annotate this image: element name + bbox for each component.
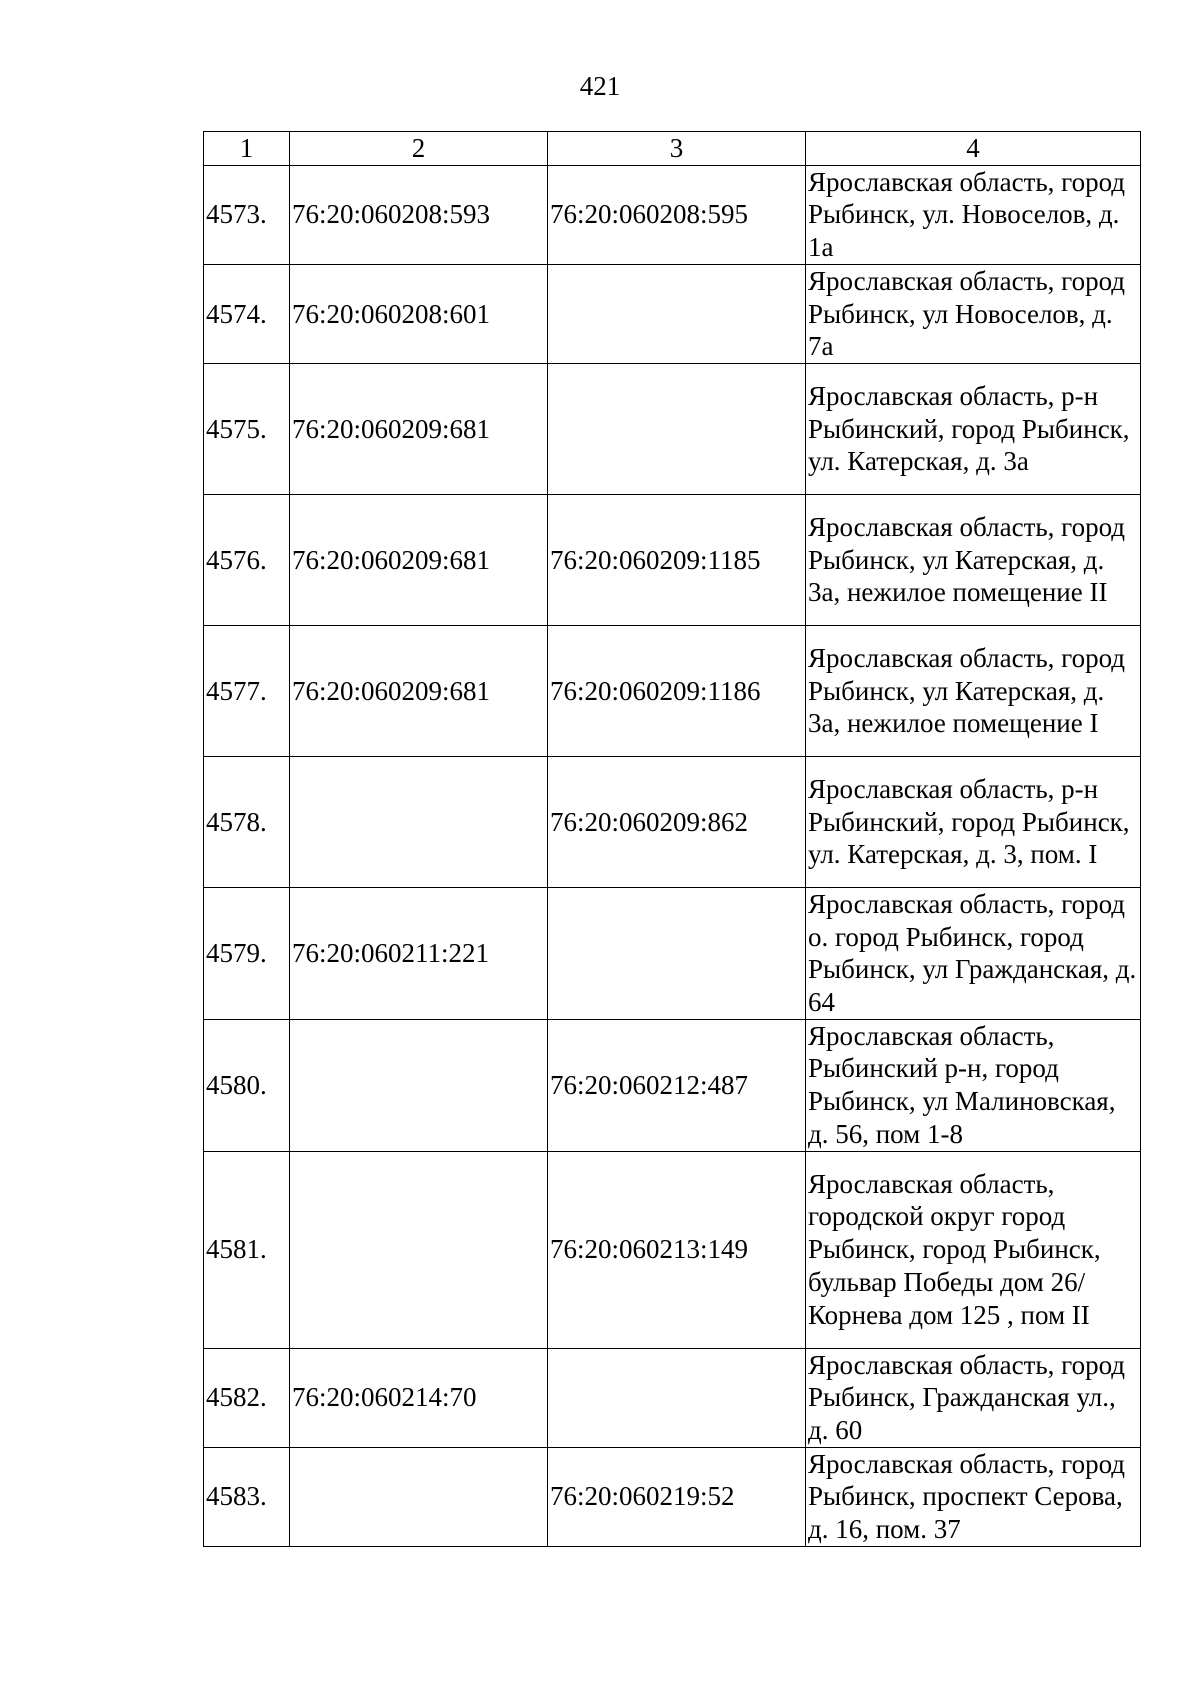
address: Ярославская область, город Рыбинск, ул Катерская, д. 3а, нежилое помещение I — [806, 625, 1141, 756]
row-number: 4579. — [204, 887, 290, 1019]
row-number: 4575. — [204, 363, 290, 494]
table-row — [204, 1151, 1141, 1348]
table-row — [204, 494, 1141, 625]
cadastral-number: 76:20:060209:681 — [290, 494, 548, 625]
address: Ярославская область, город Рыбинск, ул Катерская, д. 3а, нежилое помещение II — [806, 494, 1141, 625]
cadastral-number-object: 76:20:060209:1186 — [548, 625, 806, 756]
cadastral-number: 76:20:060209:681 — [290, 625, 548, 756]
row-number: 4573. — [204, 165, 290, 264]
row-number: 4582. — [204, 1348, 290, 1447]
row-number: 4578. — [204, 756, 290, 887]
table-row — [204, 887, 1141, 1019]
column-header-1: 1 — [204, 132, 290, 166]
address: Ярославская область, р-н Рыбинский, город Рыбинск, ул. Катерская, д. 3а — [806, 363, 1141, 494]
address: Ярославская область, р-н Рыбинский, город Рыбинск, ул. Катерская, д. 3, пом. I — [806, 756, 1141, 887]
cadastral-number-object: 76:20:060209:862 — [548, 756, 806, 887]
table-row — [204, 165, 1141, 264]
address: Ярославская область, Рыбинский р-н, город Рыбинск, ул Малиновская, д. 56, пом 1-8 — [806, 1019, 1141, 1151]
address: Ярославская область, город Рыбинск, ул Новоселов, д. 7а — [806, 264, 1141, 363]
column-header-2: 2 — [290, 132, 548, 166]
registry-table — [203, 131, 1141, 1547]
cadastral-number: 76:20:060211:221 — [290, 887, 548, 1019]
cadastral-number-object — [548, 363, 806, 494]
table-row — [204, 756, 1141, 887]
cadastral-number: 76:20:060208:601 — [290, 264, 548, 363]
cadastral-number: 76:20:060208:593 — [290, 165, 548, 264]
cadastral-number-object — [548, 264, 806, 363]
cadastral-number — [290, 1019, 548, 1151]
address: Ярославская область, город Рыбинск, проспект Серова, д. 16, пом. 37 — [806, 1447, 1141, 1546]
column-header-4: 4 — [806, 132, 1141, 166]
table-header-row — [204, 132, 1141, 166]
row-number: 4574. — [204, 264, 290, 363]
row-number: 4576. — [204, 494, 290, 625]
address: Ярославская область, город Рыбинск, Гражданская ул., д. 60 — [806, 1348, 1141, 1447]
page-number: 421 — [579, 71, 621, 101]
cadastral-number-object: 76:20:060208:595 — [548, 165, 806, 264]
cadastral-number: 76:20:060209:681 — [290, 363, 548, 494]
address: Ярославская область, городской округ город Рыбинск, город Рыбинск, бульвар Победы дом 26/Корнева дом 125 , пом II — [806, 1151, 1141, 1348]
address: Ярославская область, город Рыбинск, ул. Новоселов, д. 1а — [806, 165, 1141, 264]
cadastral-number-object: 76:20:060209:1185 — [548, 494, 806, 625]
cadastral-number — [290, 1151, 548, 1348]
table-row — [204, 625, 1141, 756]
row-number: 4580. — [204, 1019, 290, 1151]
cadastral-number-object: 76:20:060213:149 — [548, 1151, 806, 1348]
cadastral-number — [290, 1447, 548, 1546]
table-row — [204, 1348, 1141, 1447]
column-header-3: 3 — [548, 132, 806, 166]
cadastral-number-object — [548, 887, 806, 1019]
table-row — [204, 1447, 1141, 1546]
table-row — [204, 264, 1141, 363]
row-number: 4577. — [204, 625, 290, 756]
address: Ярославская область, город о. город Рыбинск, город Рыбинск, ул Гражданская, д. 64 — [806, 887, 1141, 1019]
cadastral-number-object: 76:20:060219:52 — [548, 1447, 806, 1546]
table-row — [204, 363, 1141, 494]
cadastral-number-object: 76:20:060212:487 — [548, 1019, 806, 1151]
row-number: 4583. — [204, 1447, 290, 1546]
table-row — [204, 1019, 1141, 1151]
cadastral-number: 76:20:060214:70 — [290, 1348, 548, 1447]
cadastral-number — [290, 756, 548, 887]
row-number: 4581. — [204, 1151, 290, 1348]
cadastral-number-object — [548, 1348, 806, 1447]
